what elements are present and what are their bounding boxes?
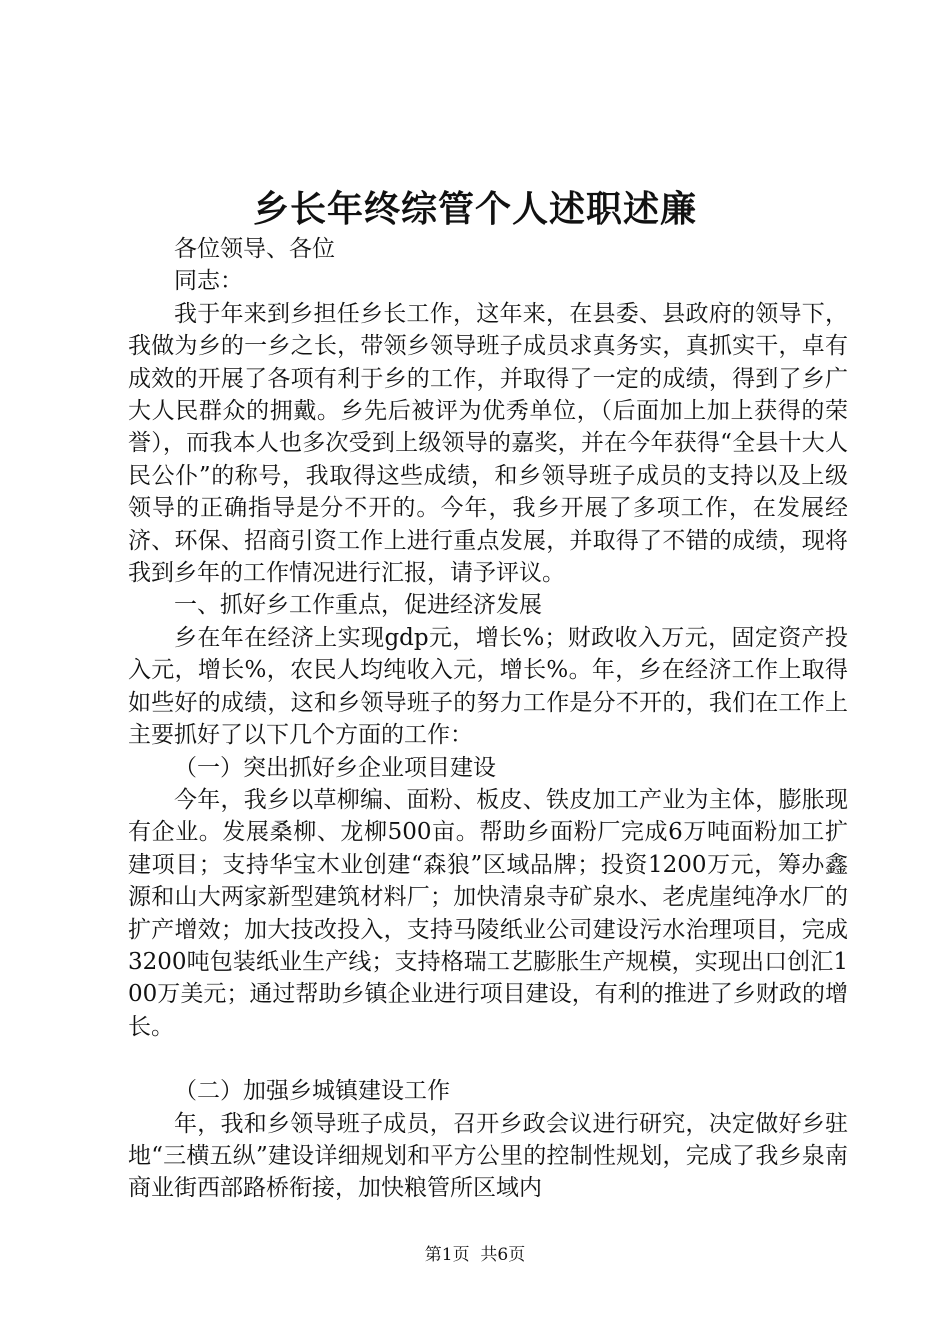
- page-number: 第1页: [424, 1245, 470, 1265]
- intro-paragraph: 我于年来到乡担任乡长工作，这年来，在县委、县政府的领导下，我做为乡的一乡之长，带领乡领导班子成员求真务实，真抓实干，卓有成效的开展了各项有利于乡的工作，并取得了一定的成绩，得到了乡广大人民群众的拥戴。乡先后被评为优秀单位，（后面加上加上获得的荣誉），而我本人也多次受到上级领导的嘉奖，并在今年获得“全县十大人民公仆”的称号，我取得这些成绩，和乡领导班子成员的支持以及上级领导的正确指导是分不开的。今年，我乡开展了多项工作，在发展经济、环保、招商引资工作上进行重点发展，并取得了不错的成绩，现将我到乡年的工作情况进行汇报，请予评议。: [128, 300, 848, 587]
- document-title: 乡长年终综管个人述职述廉: [252, 188, 697, 230]
- page-total: 共6页: [480, 1245, 526, 1265]
- salutation-line-2: 同志：: [174, 268, 243, 295]
- salutation-line-1: 各位领导、各位: [174, 236, 335, 262]
- page-footer: [0, 1243, 950, 1267]
- footer-spacer: [470, 1245, 481, 1265]
- economy-paragraph: 乡在年在经济上实现gdp元，增长%；财政收入万元，固定资产投入元，增长%，农民人均纯收入元，增长%。年，乡在经济工作上取得如些好的成绩，这和乡领导班子的努力工作是分不开的，我们在工作上主要抓好了以下几个方面的工作：: [128, 624, 848, 749]
- enterprise-paragraph: 今年，我乡以草柳编、面粉、板皮、铁皮加工产业为主体，膨胀现有企业。发展桑柳、龙柳500亩。帮助乡面粉厂完成6万吨面粉加工扩建项目；支持华宝木业创建“森狼”区域品牌；投资1200万元，筹办鑫源和山大两家新型建筑材料厂；加快清泉寺矿泉水、老虎崖纯净水厂的扩产增效；加大技改投入，支持马陵纸业公司建设污水治理项目，完成3200吨包装纸业生产线；支持格瑞工艺膨胀生产规模，实现出口创汇100万美元；通过帮助乡镇企业进行项目建设，有利的推进了乡财政的增长。: [128, 786, 848, 1040]
- subsection-heading-2: （二）加强乡城镇建设工作: [174, 1078, 450, 1105]
- subsection-heading-1: （一）突出抓好乡企业项目建设: [174, 754, 496, 781]
- town-construction-paragraph: 年，我和乡领导班子成员，召开乡政会议进行研究，决定做好乡驻地“三横五纵”建设详细规划和平方公里的控制性规划，完成了我乡泉南商业街西部路桥衔接，加快粮管所区域内: [128, 1110, 848, 1202]
- section-heading-1: 一、抓好乡工作重点，促进经济发展: [174, 592, 542, 619]
- document-body: [128, 233, 848, 1205]
